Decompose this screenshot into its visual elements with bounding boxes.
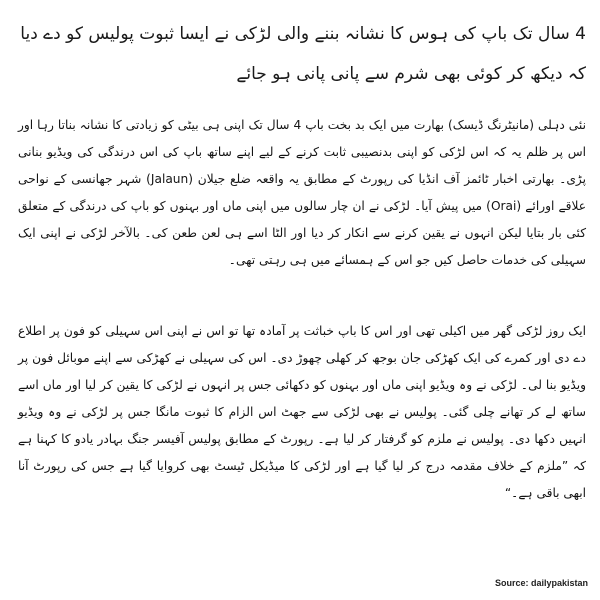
- article-headline: 4 سال تک باپ کی ہوس کا نشانہ بننے والی لڑکی نے ایسا ثبوت پولیس کو دے دیا کہ دیکھ کر کوئی بھی شرم سے پانی پانی ہو جائے: [20, 24, 586, 84]
- article-paragraph-2: ایک روز لڑکی گھر میں اکیلی تھی اور اس کا باپ خباثت پر آمادہ تھا تو اس نے اپنی اس سہیلی کو فون پر اطلاع دے دی اور کمرے کی ایک کھڑکی جان بوجھ کر کھلی چھوڑ دی۔ اس کی سہیلی نے کھڑکی سے اپنے موبائل فون پر ویڈیو بنا لی۔ لڑکی نے وہ ویڈیو اپنی ماں اور بہنوں کو دکھائی جس پر انہوں نے لڑکی کا یقین کر لیا اور ماں اسے ساتھ لے کر تھانے چلی گئی۔ پولیس نے بھی لڑکی سے جھٹ اس الزام کا ثبوت مانگا جس پر لڑکی نے وہ ویڈیو انہیں دکھا دی۔ پولیس نے ملزم کو گرفتار کر لیا ہے۔ رپورٹ کے مطابق پولیس آفیسر جنگ بہادر یادو کا کہنا ہے کہ ”ملزم کے خلاف مقدمہ درج کر لیا گیا ہے اور لڑکی کا میڈیکل ٹیسٹ بھی کروایا گیا ہے جس کی رپورٹ آنا ابھی باقی ہے۔“: [18, 324, 586, 500]
- source-credit: Source: dailypakistan: [494, 578, 588, 588]
- article-paragraph-1: نئی دہلی (مانیٹرنگ ڈیسک) بھارت میں ایک بد بخت باپ 4 سال تک اپنی ہی بیٹی کو زیادتی کا نشانہ بناتا رہا اور اس پر ظلم یہ کہ اس لڑکی کو اپنی بدنصیبی ثابت کرنے کے لیے اپنے ساتھ باپ کی اس درندگی کی ویڈیو بنانی پڑی۔ بھارتی اخبار ٹائمز آف انڈیا کی رپورٹ کے مطابق یہ واقعہ ضلع جیلان (Jalaun) شہر جھانسی کے نواحی علاقے اورائے (Orai) میں پیش آیا۔ لڑکی نے ان چار سالوں میں اپنی ماں اور بہنوں کو باپ کی درندگی کے متعلق کئی بار بتایا لیکن انہوں نے یقین کرنے سے انکار کر دیا اور الٹا اسے ہی لعن طعن کی۔ بالآخر لڑکی نے اپنی ایک سہیلی کی خدمات حاصل کیں جو اس کے ہمسائے میں ہی رہتی تھی۔: [18, 118, 586, 267]
